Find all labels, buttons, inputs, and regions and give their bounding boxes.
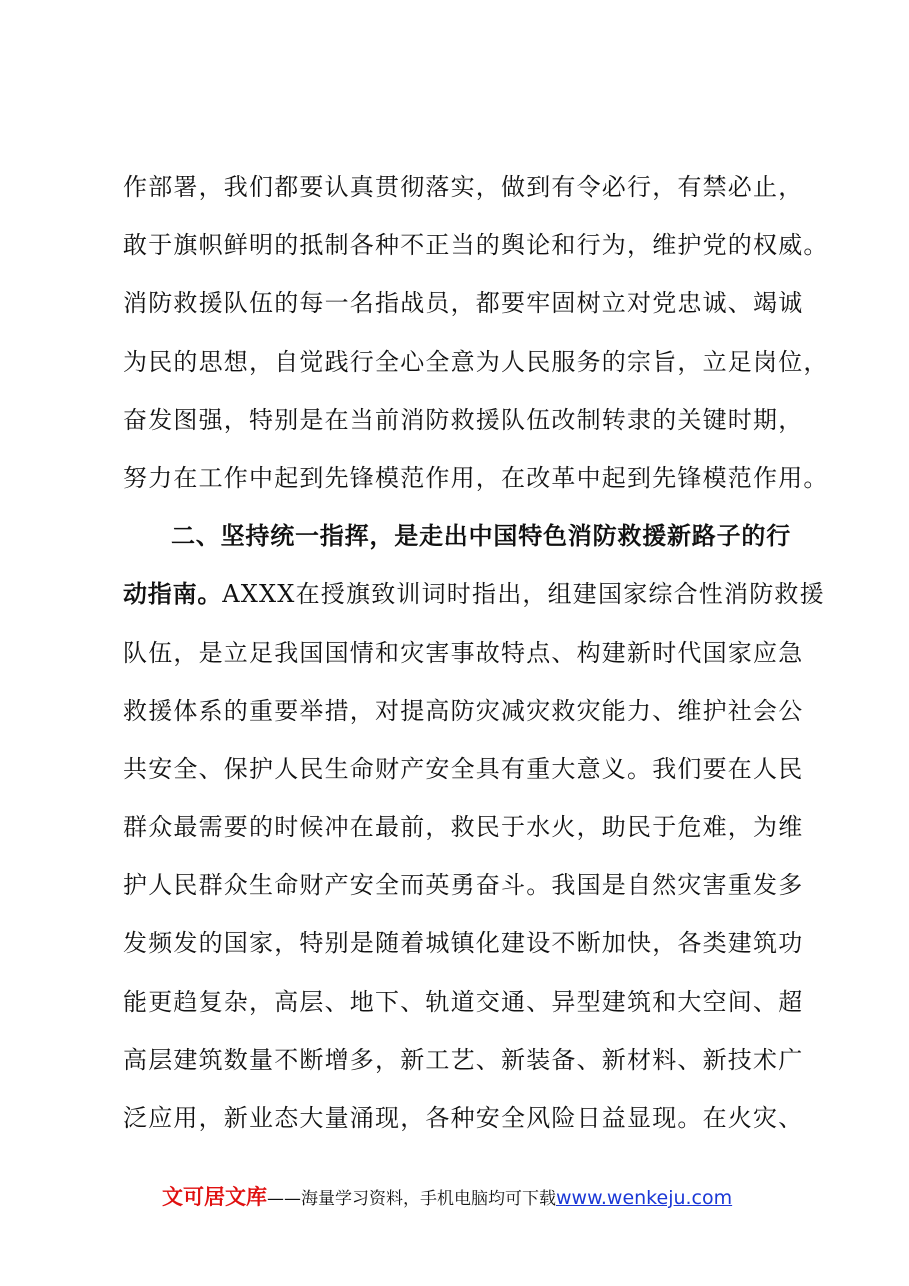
document-body <box>123 158 829 1147</box>
text-line: 为民的思想，自觉践行全心全意为人民服务的宗旨，立足岗位， <box>123 347 829 376</box>
heading-continuation-line <box>123 565 825 623</box>
text-line: 泛应用，新业态大量涌现，各种安全风险日益显现。在火灾、 <box>123 1104 804 1132</box>
text-line: 群众最需要的时候冲在最前，救民于水火，助民于危难，为维 <box>123 813 804 842</box>
page-footer <box>162 1181 802 1213</box>
text-segment: AXXX在授旗致训词时指出，组建国家综合性消防救援 <box>222 580 825 609</box>
text-line: 救援体系的重要举措，对提高防灾减灾救灾能力、维护社会公 <box>123 696 804 725</box>
text-line: 队伍，是立足我国国情和灾害事故特点、构建新时代国家应急 <box>123 638 804 667</box>
text-line: 护人民群众生命财产安全而英勇奋斗。我国是自然灾害重发多 <box>123 871 804 900</box>
footer-website-link[interactable]: www.wenkeju.com <box>556 1187 733 1209</box>
section-heading: 二、坚持统一指挥，是走出中国特色消防救援新路子的行 <box>171 522 791 551</box>
text-line: 努力在工作中起到先锋模范作用，在改革中起到先锋模范作用。 <box>123 463 829 492</box>
text-line: 能更趋复杂，高层、地下、轨道交通、异型建筑和大空间、超 <box>123 987 804 1016</box>
text-line: 消防救援队伍的每一名指战员，都要牢固树立对党忠诚、竭诚 <box>123 289 804 318</box>
footer-brand: 文可居文库 <box>162 1185 267 1209</box>
text-line: 发频发的国家，特别是随着城镇化建设不断加快，各类建筑功 <box>123 929 804 958</box>
text-line: 奋发图强，特别是在当前消防救援队伍改制转隶的关键时期， <box>123 405 804 434</box>
text-line: 高层建筑数量不断增多，新工艺、新装备、新材料、新技术广 <box>123 1045 804 1074</box>
text-line: 敢于旗帜鲜明的抵制各种不正当的舆论和行为，维护党的权威。 <box>123 231 829 260</box>
section-heading-end: 动指南。 <box>123 580 223 609</box>
text-line: 共安全、保护人民生命财产安全具有重大意义。我们要在人民 <box>123 754 804 783</box>
footer-text: ——海量学习资料，手机电脑均可下载 <box>267 1189 556 1209</box>
text-line: 作部署，我们都要认真贯彻落实，做到有令必行，有禁必止， <box>123 173 804 201</box>
